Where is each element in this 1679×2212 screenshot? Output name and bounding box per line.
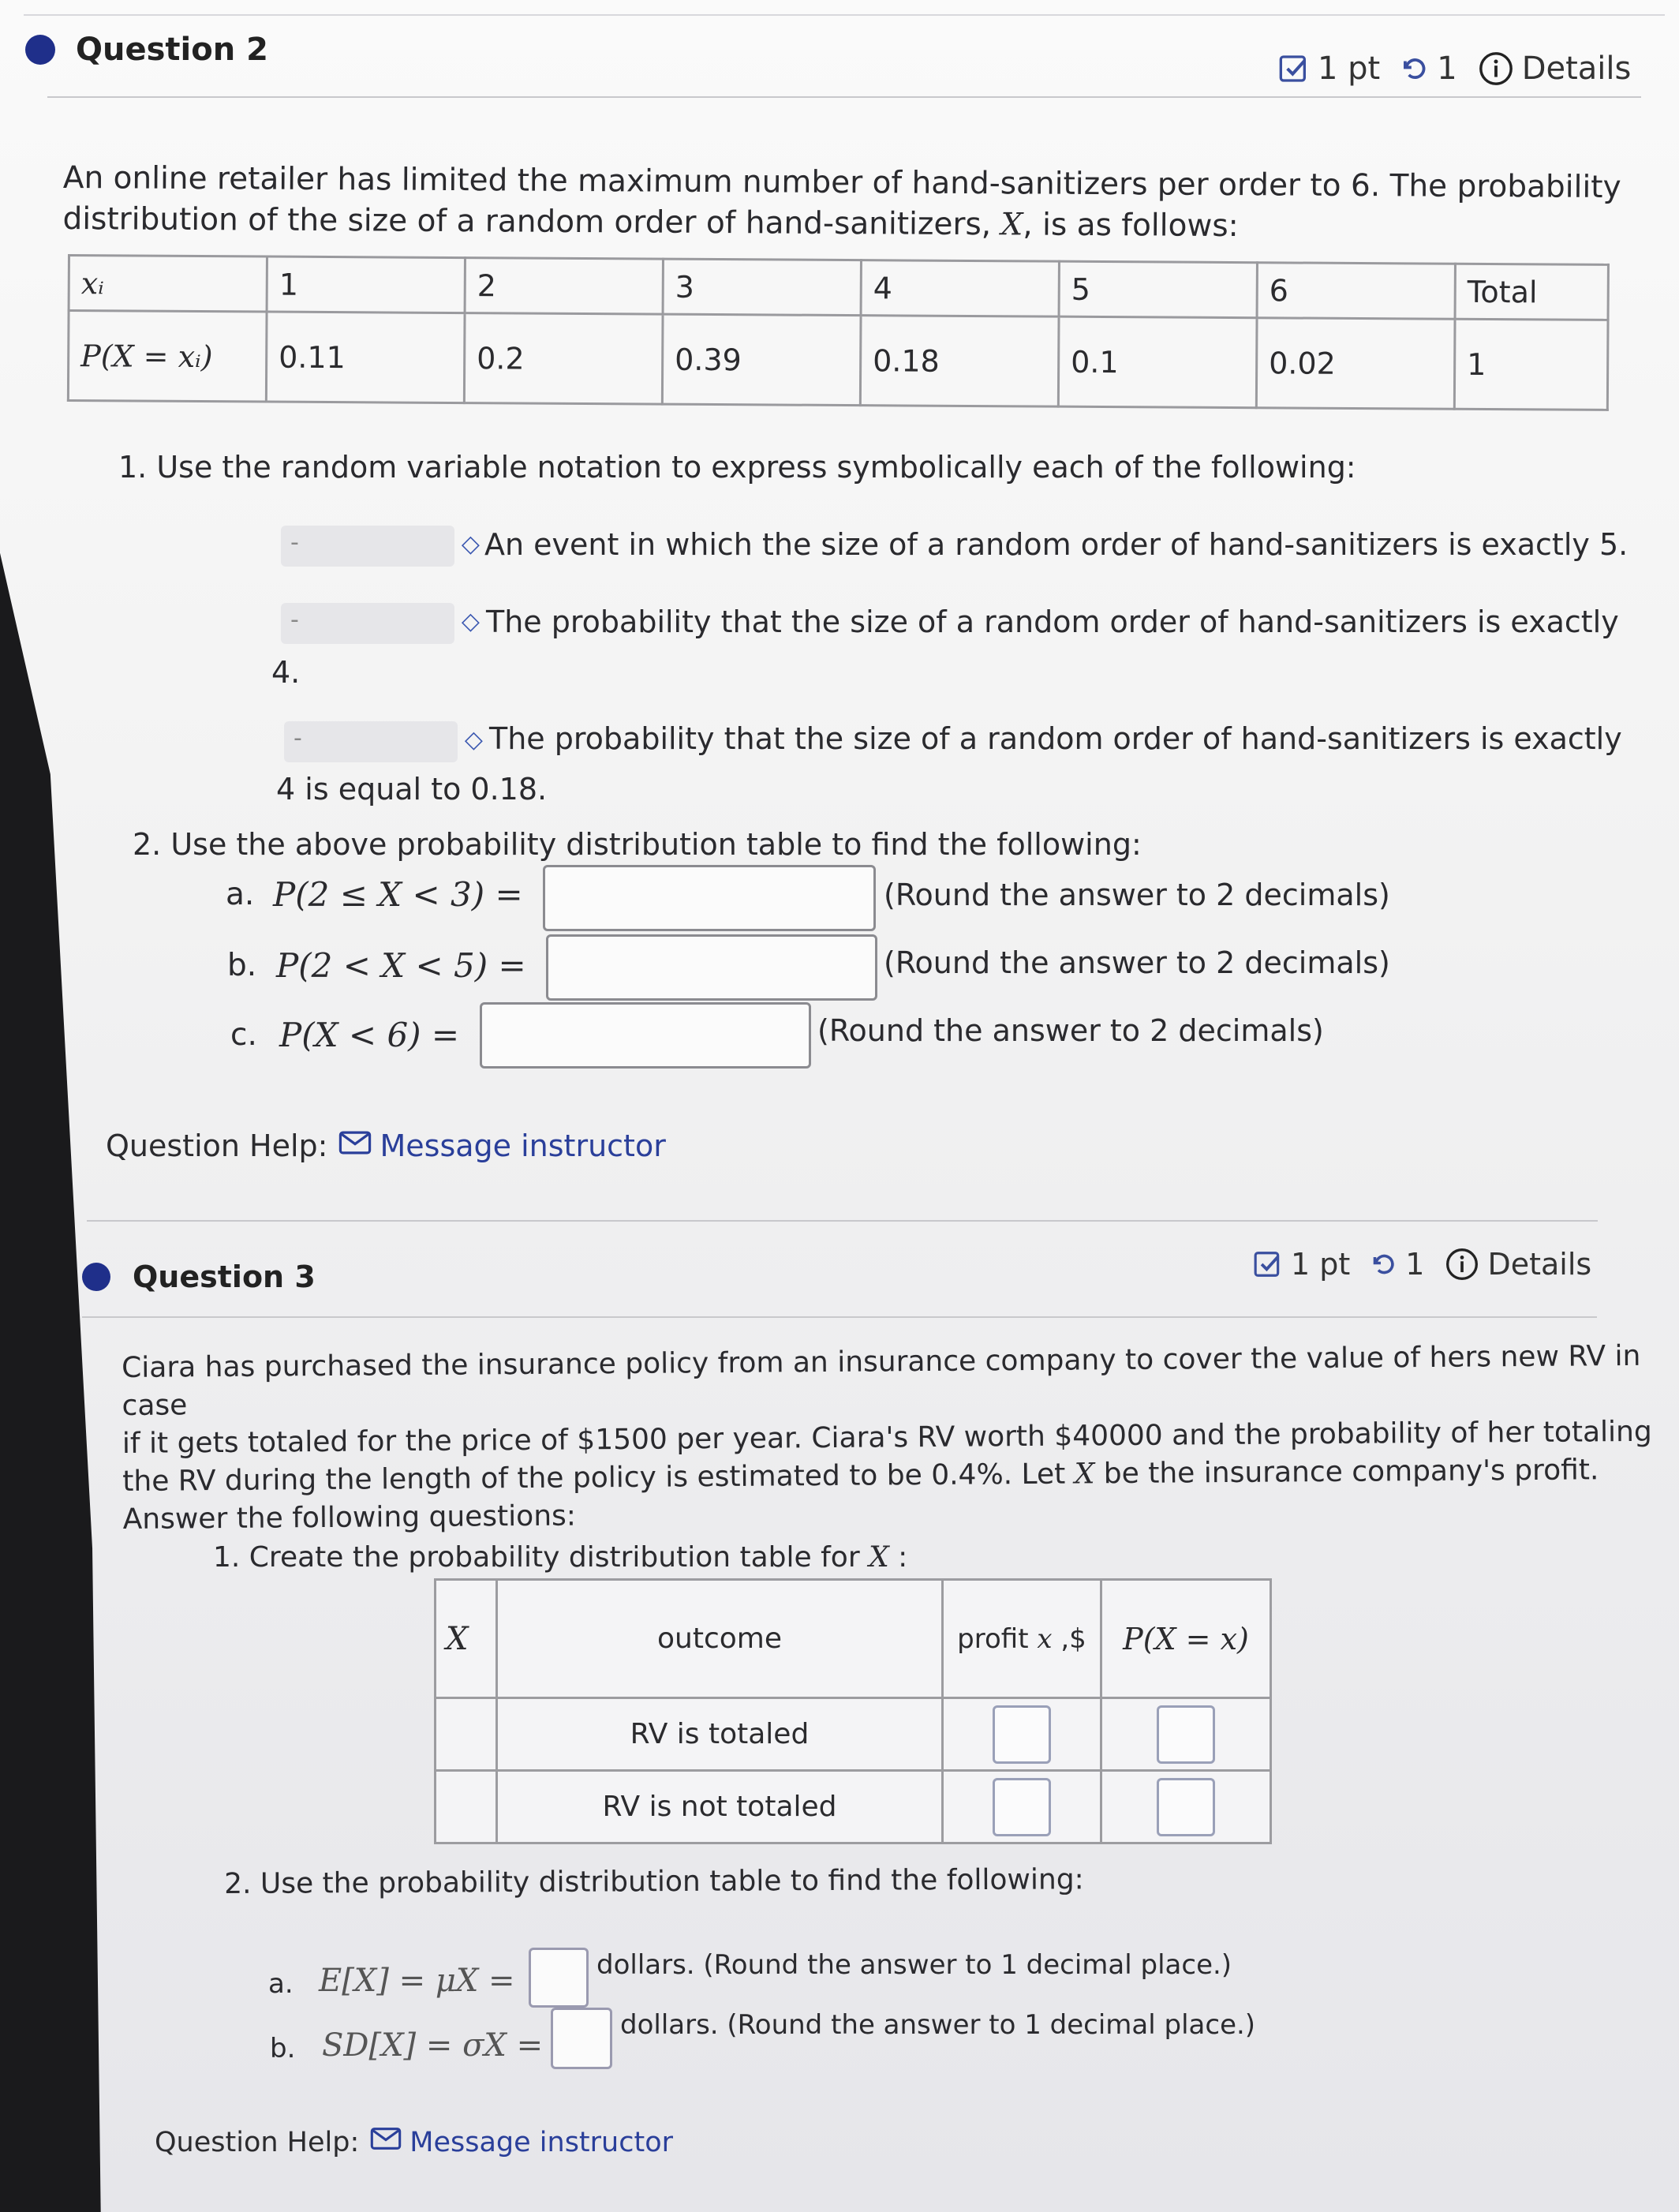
chevron-updown-icon: ◇ [461, 608, 480, 635]
table-cell-empty [436, 1698, 497, 1771]
probability-input-not-totaled[interactable] [1157, 1778, 1215, 1836]
intro-variable: X [1074, 1458, 1095, 1491]
table-cell-profit [943, 1771, 1101, 1843]
question-separator [87, 1220, 1598, 1222]
table-cell-outcome: RV is totaled [497, 1698, 943, 1771]
message-instructor-label: Message instructor [380, 1128, 666, 1163]
item-3-text: The probability that the size of a random order of hand-sanitizers is exactly [489, 721, 1622, 756]
table-cell: 0.18 [860, 316, 1059, 407]
question-help [106, 1128, 666, 1163]
table-header-profit [943, 1580, 1101, 1698]
question-meta [1278, 51, 1631, 87]
answer-a-input[interactable] [543, 865, 876, 931]
answer-b-note: dollars. (Round the answer to 1 decimal place.) [620, 2009, 1256, 2041]
message-instructor-label: Message instructor [409, 2126, 673, 2158]
answer-a-expression: E[X] = μX = [319, 1963, 515, 1999]
info-icon[interactable] [1445, 1247, 1479, 1282]
question-title: Question 2 [76, 32, 268, 68]
chevron-updown-icon: ◇ [464, 726, 483, 754]
part-2-instruction: 2. Use the probability distribution table to find the following: [224, 1863, 1084, 1900]
intro-variable: X [1000, 207, 1023, 243]
question-status-dot [82, 1263, 110, 1291]
points-label: 1 pt [1318, 51, 1381, 87]
item-2-continuation: 4. [271, 655, 301, 690]
info-icon[interactable] [1478, 51, 1514, 87]
intro-line-3-pre: the RV during the length of the policy is estimated to be 0.4%. Let [122, 1458, 1066, 1498]
envelope-icon [338, 1128, 372, 1163]
table-row-label: xᵢ [69, 256, 267, 313]
answer-a-label: a. [226, 877, 255, 912]
select-value: - [290, 606, 299, 634]
question-intro [122, 1337, 1679, 1538]
top-divider [24, 14, 1665, 16]
probability-distribution-table [67, 254, 1610, 411]
table-cell: 6 [1257, 263, 1455, 320]
retry-icon[interactable] [1369, 1250, 1397, 1278]
profit-label: profit [957, 1623, 1029, 1655]
retries-count: 1 [1437, 51, 1457, 87]
table-cell: 0.2 [464, 313, 663, 405]
expected-value-input[interactable] [529, 1948, 589, 2008]
item-1-text: An event in which the size of a random order of hand-sanitizers is exactly 5. [484, 527, 1629, 562]
table-cell-probability [1101, 1771, 1271, 1843]
envelope-icon [370, 2126, 402, 2158]
answer-c-input[interactable] [480, 1002, 811, 1069]
table-row-x [69, 256, 1608, 320]
answer-c-expression: P(X < 6) = [279, 1016, 460, 1054]
standard-deviation-input[interactable] [551, 2008, 612, 2069]
select-value: - [290, 529, 299, 556]
profit-input-totaled[interactable] [993, 1705, 1051, 1764]
question-help [155, 2126, 673, 2158]
profit-input-not-totaled[interactable] [993, 1778, 1051, 1836]
intro-line-1: Ciara has purchased the insurance policy from an insurance company to cover the value of hers new RV in case [122, 1339, 1641, 1422]
table-header-probability: P(X = x) [1101, 1580, 1271, 1698]
part-1-variable: X [869, 1541, 889, 1574]
notation-select-3[interactable] [284, 721, 483, 762]
message-instructor-link[interactable] [338, 1128, 665, 1163]
table-cell: 0.02 [1256, 318, 1455, 410]
message-instructor-link[interactable] [370, 2126, 673, 2158]
table-cell: 0.11 [266, 312, 465, 403]
table-cell: 3 [663, 259, 861, 316]
select-value: - [294, 724, 302, 752]
table-cell-probability [1101, 1698, 1271, 1771]
question-title: Question 3 [133, 1259, 316, 1294]
table-header-x: X [436, 1580, 497, 1698]
answer-a-label: a. [268, 1968, 294, 2000]
table-cell-profit [943, 1698, 1101, 1771]
points-label: 1 pt [1291, 1247, 1351, 1282]
help-label: Question Help: [106, 1128, 328, 1163]
intro-line-2: if it gets totaled for the price of $1500 per year. Ciara's RV worth $40000 and the probability of her totaling [122, 1415, 1652, 1460]
table-cell-outcome: RV is not totaled [497, 1771, 943, 1843]
notation-select-1[interactable] [281, 526, 480, 567]
part-1-pre: 1. Create the probability distribution table for [213, 1541, 860, 1574]
retries-count: 1 [1405, 1247, 1425, 1282]
intro-line-2-post: , is as follows: [1023, 207, 1239, 245]
details-link[interactable]: Details [1487, 1247, 1592, 1282]
intro-line-3-post: be the insurance company's profit. [1103, 1454, 1599, 1491]
table-cell: 2 [465, 258, 663, 315]
answer-b-label: b. [227, 948, 257, 983]
retry-icon[interactable] [1399, 54, 1429, 84]
answer-b-expression: P(2 < X < 5) = [276, 946, 526, 985]
profit-distribution-table [434, 1578, 1272, 1844]
chevron-updown-icon: ◇ [461, 530, 480, 558]
details-link[interactable]: Details [1521, 51, 1632, 87]
table-row-probability [68, 311, 1608, 410]
table-cell: 0.1 [1058, 316, 1257, 408]
table-header-row [436, 1580, 1271, 1698]
profit-variable: x [1037, 1623, 1053, 1655]
table-cell: Total [1455, 264, 1608, 320]
part-1-instruction: 1. Use the random variable notation to express symbolically each of the following: [118, 450, 1356, 485]
answer-b-label: b. [270, 2033, 296, 2064]
question-intro [62, 158, 1621, 249]
table-row-label: P(X = xᵢ) [68, 311, 267, 402]
table-cell: 1 [267, 256, 465, 313]
question-meta [1253, 1247, 1591, 1282]
table-row [436, 1698, 1271, 1771]
part-1-instruction [213, 1537, 907, 1578]
table-row [436, 1771, 1271, 1843]
answer-c-label: c. [230, 1017, 257, 1053]
answer-a-expression: P(2 ≤ X < 3) = [273, 875, 523, 914]
answer-a-note: dollars. (Round the answer to 1 decimal place.) [596, 1949, 1232, 1981]
intro-line-2-pre: distribution of the size of a random order of hand-sanitizers, [62, 200, 992, 243]
answer-c-round-note: (Round the answer to 2 decimals) [817, 1013, 1324, 1048]
part-1-post: : [898, 1541, 908, 1574]
notation-select-2[interactable] [281, 603, 480, 644]
intro-line-1: An online retailer has limited the maximum number of hand-sanitizers per order to 6. The probability [62, 159, 1621, 206]
header-divider [82, 1316, 1597, 1318]
intro-line-4: Answer the following questions: [122, 1499, 577, 1536]
question-status-dot [25, 35, 55, 65]
table-cell: 1 [1454, 319, 1608, 410]
table-cell: 0.39 [662, 314, 861, 406]
checkbox-icon [1253, 1249, 1283, 1279]
answer-a-round-note: (Round the answer to 2 decimals) [884, 878, 1390, 912]
profit-unit: ,$ [1060, 1623, 1086, 1655]
item-3-continuation: 4 is equal to 0.18. [276, 772, 548, 807]
header-divider [47, 96, 1641, 98]
item-2-text: The probability that the size of a random order of hand-sanitizers is exactly [486, 604, 1619, 639]
answer-b-input[interactable] [546, 934, 877, 1001]
answer-b-round-note: (Round the answer to 2 decimals) [884, 945, 1390, 980]
part-2-instruction: 2. Use the above probability distribution table to find the following: [133, 827, 1142, 862]
help-label: Question Help: [155, 2126, 360, 2158]
checkbox-icon [1278, 53, 1310, 84]
table-cell-empty [436, 1771, 497, 1843]
table-cell: 5 [1059, 261, 1257, 318]
table-header-outcome: outcome [497, 1580, 943, 1698]
probability-input-totaled[interactable] [1157, 1705, 1215, 1764]
answer-b-expression: SD[X] = σX = [322, 2027, 544, 2064]
table-cell: 4 [861, 260, 1059, 317]
